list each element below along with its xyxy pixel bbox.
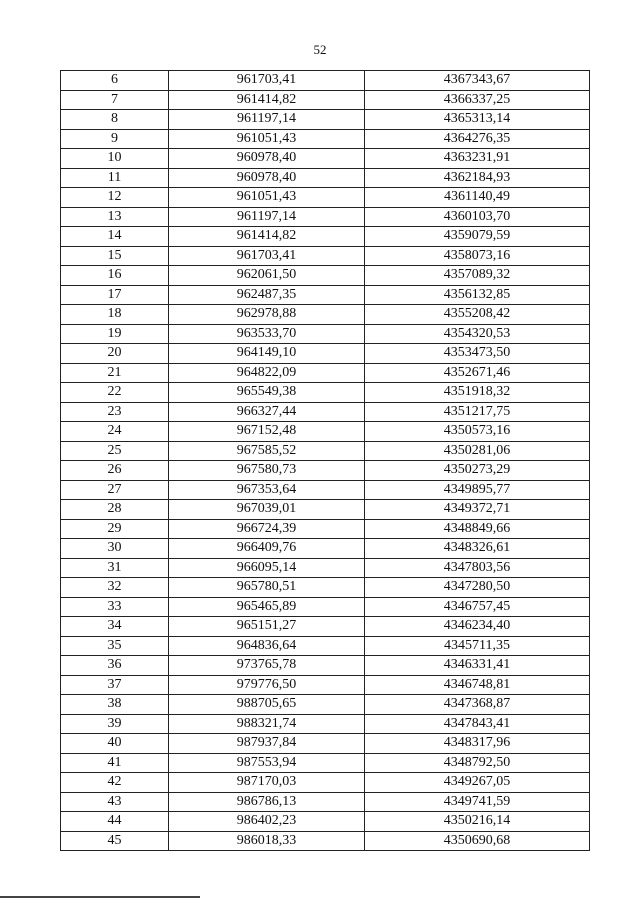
x-coordinate-cell: 965465,89 [169,597,365,617]
table-row [61,188,590,208]
table-row [61,617,590,637]
y-coordinate-cell: 4347803,56 [365,558,590,578]
x-coordinate-cell: 961051,43 [169,188,365,208]
point-number-cell: 20 [61,344,169,364]
x-coordinate-cell: 967039,01 [169,500,365,520]
y-coordinate-cell: 4346331,41 [365,656,590,676]
table-row [61,734,590,754]
x-coordinate-cell: 967152,48 [169,422,365,442]
point-number-cell: 15 [61,246,169,266]
coordinates-table-body [61,71,590,851]
x-coordinate-cell: 960978,40 [169,149,365,169]
y-coordinate-cell: 4356132,85 [365,285,590,305]
point-number-cell: 41 [61,753,169,773]
x-coordinate-cell: 967585,52 [169,441,365,461]
y-coordinate-cell: 4361140,49 [365,188,590,208]
x-coordinate-cell: 965780,51 [169,578,365,598]
point-number-cell: 9 [61,129,169,149]
point-number-cell: 16 [61,266,169,286]
x-coordinate-cell: 966409,76 [169,539,365,559]
x-coordinate-cell: 986018,33 [169,831,365,851]
y-coordinate-cell: 4354320,53 [365,324,590,344]
y-coordinate-cell: 4367343,67 [365,71,590,91]
point-number-cell: 34 [61,617,169,637]
y-coordinate-cell: 4345711,35 [365,636,590,656]
point-number-cell: 36 [61,656,169,676]
y-coordinate-cell: 4362184,93 [365,168,590,188]
table-row [61,246,590,266]
x-coordinate-cell: 966724,39 [169,519,365,539]
point-number-cell: 25 [61,441,169,461]
point-number-cell: 35 [61,636,169,656]
y-coordinate-cell: 4348792,50 [365,753,590,773]
table-row [61,227,590,247]
point-number-cell: 6 [61,71,169,91]
point-number-cell: 12 [61,188,169,208]
x-coordinate-cell: 988321,74 [169,714,365,734]
table-row [61,636,590,656]
x-coordinate-cell: 966095,14 [169,558,365,578]
x-coordinate-cell: 964836,64 [169,636,365,656]
x-coordinate-cell: 965151,27 [169,617,365,637]
y-coordinate-cell: 4353473,50 [365,344,590,364]
table-row [61,149,590,169]
table-row [61,305,590,325]
table-row [61,480,590,500]
x-coordinate-cell: 961197,14 [169,110,365,130]
table-row [61,753,590,773]
table-row [61,500,590,520]
x-coordinate-cell: 964822,09 [169,363,365,383]
y-coordinate-cell: 4351918,32 [365,383,590,403]
point-number-cell: 7 [61,90,169,110]
table-row [61,441,590,461]
y-coordinate-cell: 4349741,59 [365,792,590,812]
y-coordinate-cell: 4357089,32 [365,266,590,286]
point-number-cell: 8 [61,110,169,130]
table-row [61,422,590,442]
point-number-cell: 23 [61,402,169,422]
y-coordinate-cell: 4349267,05 [365,773,590,793]
x-coordinate-cell: 963533,70 [169,324,365,344]
table-row [61,519,590,539]
x-coordinate-cell: 988705,65 [169,695,365,715]
y-coordinate-cell: 4355208,42 [365,305,590,325]
y-coordinate-cell: 4364276,35 [365,129,590,149]
table-row [61,129,590,149]
table-row [61,363,590,383]
point-number-cell: 10 [61,149,169,169]
y-coordinate-cell: 4347280,50 [365,578,590,598]
point-number-cell: 27 [61,480,169,500]
table-row [61,71,590,91]
table-row [61,285,590,305]
point-number-cell: 39 [61,714,169,734]
y-coordinate-cell: 4348317,96 [365,734,590,754]
y-coordinate-cell: 4366337,25 [365,90,590,110]
table-row [61,597,590,617]
y-coordinate-cell: 4350216,14 [365,812,590,832]
point-number-cell: 29 [61,519,169,539]
point-number-cell: 22 [61,383,169,403]
point-number-cell: 14 [61,227,169,247]
x-coordinate-cell: 962061,50 [169,266,365,286]
x-coordinate-cell: 961197,14 [169,207,365,227]
y-coordinate-cell: 4363231,91 [365,149,590,169]
point-number-cell: 44 [61,812,169,832]
point-number-cell: 30 [61,539,169,559]
point-number-cell: 13 [61,207,169,227]
table-row [61,168,590,188]
x-coordinate-cell: 967580,73 [169,461,365,481]
coordinates-table [60,70,590,851]
table-row [61,266,590,286]
y-coordinate-cell: 4359079,59 [365,227,590,247]
y-coordinate-cell: 4347843,41 [365,714,590,734]
point-number-cell: 18 [61,305,169,325]
table-row [61,402,590,422]
y-coordinate-cell: 4351217,75 [365,402,590,422]
x-coordinate-cell: 962978,88 [169,305,365,325]
point-number-cell: 26 [61,461,169,481]
table-row [61,110,590,130]
table-row [61,383,590,403]
point-number-cell: 40 [61,734,169,754]
table-row [61,812,590,832]
y-coordinate-cell: 4350273,29 [365,461,590,481]
x-coordinate-cell: 986786,13 [169,792,365,812]
point-number-cell: 24 [61,422,169,442]
x-coordinate-cell: 962487,35 [169,285,365,305]
table-row [61,714,590,734]
point-number-cell: 21 [61,363,169,383]
y-coordinate-cell: 4350573,16 [365,422,590,442]
x-coordinate-cell: 987170,03 [169,773,365,793]
point-number-cell: 11 [61,168,169,188]
x-coordinate-cell: 987937,84 [169,734,365,754]
table-row [61,461,590,481]
y-coordinate-cell: 4346234,40 [365,617,590,637]
y-coordinate-cell: 4352671,46 [365,363,590,383]
table-row [61,578,590,598]
y-coordinate-cell: 4365313,14 [365,110,590,130]
x-coordinate-cell: 965549,38 [169,383,365,403]
point-number-cell: 43 [61,792,169,812]
table-row [61,792,590,812]
point-number-cell: 31 [61,558,169,578]
table-row [61,695,590,715]
page-number: 52 [313,42,327,57]
y-coordinate-cell: 4349895,77 [365,480,590,500]
point-number-cell: 45 [61,831,169,851]
x-coordinate-cell: 961414,82 [169,227,365,247]
table-row [61,831,590,851]
x-coordinate-cell: 967353,64 [169,480,365,500]
y-coordinate-cell: 4358073,16 [365,246,590,266]
x-coordinate-cell: 966327,44 [169,402,365,422]
x-coordinate-cell: 961051,43 [169,129,365,149]
y-coordinate-cell: 4360103,70 [365,207,590,227]
table-row [61,344,590,364]
y-coordinate-cell: 4346748,81 [365,675,590,695]
table-row [61,656,590,676]
point-number-cell: 32 [61,578,169,598]
point-number-cell: 17 [61,285,169,305]
page-bottom-rule [0,896,200,898]
table-row [61,324,590,344]
point-number-cell: 38 [61,695,169,715]
table-row [61,90,590,110]
x-coordinate-cell: 987553,94 [169,753,365,773]
y-coordinate-cell: 4348849,66 [365,519,590,539]
table-row [61,207,590,227]
x-coordinate-cell: 961703,41 [169,246,365,266]
point-number-cell: 37 [61,675,169,695]
table-row [61,675,590,695]
point-number-cell: 28 [61,500,169,520]
x-coordinate-cell: 973765,78 [169,656,365,676]
point-number-cell: 19 [61,324,169,344]
x-coordinate-cell: 961414,82 [169,90,365,110]
x-coordinate-cell: 964149,10 [169,344,365,364]
x-coordinate-cell: 986402,23 [169,812,365,832]
y-coordinate-cell: 4346757,45 [365,597,590,617]
table-row [61,558,590,578]
table-row [61,539,590,559]
y-coordinate-cell: 4347368,87 [365,695,590,715]
x-coordinate-cell: 960978,40 [169,168,365,188]
table-row [61,773,590,793]
y-coordinate-cell: 4350690,68 [365,831,590,851]
point-number-cell: 33 [61,597,169,617]
y-coordinate-cell: 4348326,61 [365,539,590,559]
y-coordinate-cell: 4349372,71 [365,500,590,520]
y-coordinate-cell: 4350281,06 [365,441,590,461]
x-coordinate-cell: 961703,41 [169,71,365,91]
x-coordinate-cell: 979776,50 [169,675,365,695]
point-number-cell: 42 [61,773,169,793]
